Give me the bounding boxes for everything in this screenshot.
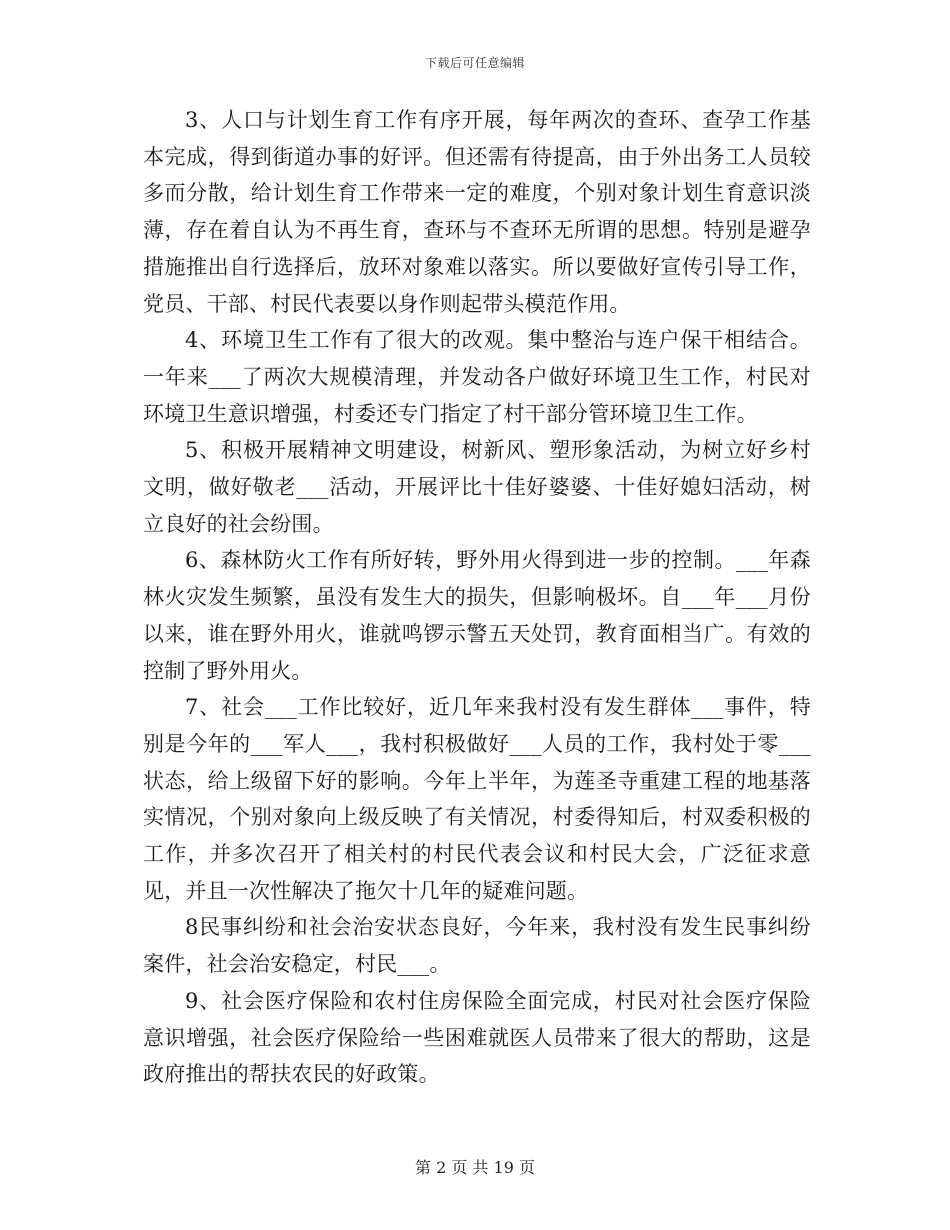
- page-number: 第 2 页 共 19 页: [415, 1158, 535, 1177]
- paragraph-medical-insurance: 9、社会医疗保险和农村住房保险全面完成，村民对社会医疗保险意识增强，社会医疗保险给一些困难就医人员带来了很大的帮助，这是政府推出的帮扶农民的好政策。: [143, 988, 811, 1087]
- paragraph-civil-disputes: 8民事纠纷和社会治安状态良好，今年来，我村没有发生民事纠纷案件，社会治安稳定，村民___。: [143, 915, 811, 977]
- paragraph-spiritual-civilization: 5、积极开展精神文明建设，树新风、塑形象活动，为树立好乡村文明，做好敬老___活动，开展评比十佳好婆婆、十佳好媳妇活动，树立良好的社会纷围。: [143, 438, 811, 536]
- paragraph-population-planning: 3、人口与计划生育工作有序开展，每年两次的查环、查孕工作基本完成，得到街道办事的好评。但还需有待提高，由于外出务工人员较多而分散，给计划生育工作带来一定的难度，个别对象计划生育意识淡薄，存在着自认为不再生育，查环与不查环无所谓的思想。特别是避孕措施推出自行选择后，放环对象难以落实。所以要做好宣传引导工作，党员、干部、村民代表要以身作则起带头模范作用。: [143, 108, 811, 316]
- paragraph-forest-fire-prevention: 6、森林防火工作有所好转，野外用火得到进一步的控制。___年森林火灾发生频繁，虽没有发生大的损失，但影响极坏。自___年___月份以来，谁在野外用火，谁就鸣锣示警五天处罚，教育面相当广。有效的控制了野外用火。: [143, 548, 811, 683]
- paragraph-environment-hygiene: 4、环境卫生工作有了很大的改观。集中整治与连户保干相结合。一年来___了两次大规模清理，并发动各户做好环境卫生工作，村民对环境卫生意识增强，村委还专门指定了村干部分管环境卫生工作。: [143, 328, 811, 426]
- document-body: [143, 102, 811, 1093]
- page-header: 下载后可任意编辑: [424, 56, 525, 70]
- paragraph-social-stability: 7、社会___工作比较好，近几年来我村没有发生群体___事件，特别是今年的___军人___，我村积极做好___人员的工作，我村处于零___状态，给上级留下好的影响。今年上半年，为莲圣寺重建工程的地基落实情况，个别对象向上级反映了有关情况，村委得知后，村双委积极的工作，并多次召开了相关村的村民代表会议和村民大会，广泛征求意见，并且一次性解决了拖欠十几年的疑难问题。: [143, 695, 811, 903]
